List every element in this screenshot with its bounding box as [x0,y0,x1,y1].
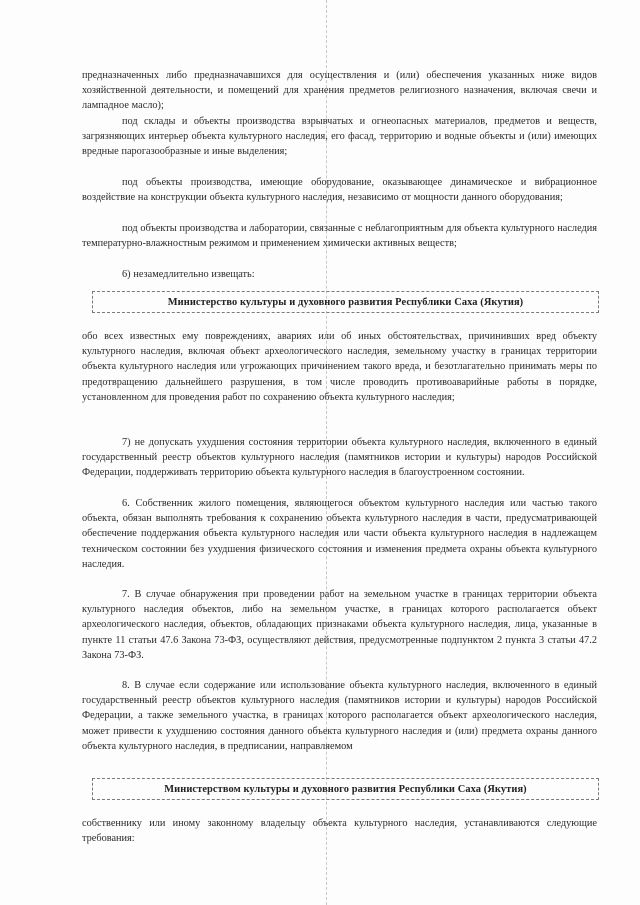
paragraph-item-6-notify: 6) незамедлительно извещать: [122,269,255,280]
paragraph-continuation-premises: предназначенных либо предназначавшихся для осуществления и (или) обеспечения указанных ниже видов хозяйственной деятельности, и помещений для хранения предметов религиозного назначения, включая свечи и лампадное масло); [82,70,597,112]
paragraph-owner-requirements: собственнику или иному законному владельцу объекта культурного наследия, устанавливаются следующие требования: [82,818,597,845]
paragraph-explosive-warehouses: под склады и объекты производства взрывчатых и огнеопасных материалов, предметов и веществ, загрязняющих интерьер объекта культурного наследия, его фасад, территорию и водные объекты и (или) имеющих вредные парогазообразные и иные выделения; [82,116,597,158]
ministry-stamp-top: Министерство культуры и духовного развития Республики Саха (Якутия) [92,291,599,313]
paragraph-section-8-requirements: 8. В случае если содержание или использование объекта культурного наследия, включенного в единый государственный реестр объектов культурного наследия (памятников истории и культуры) народов Российской Федерации, а также земельного участка, в границах которого располагается объект археологического наследия, может привести к ухудшению состояния данного объекта культурного наследия и (или) предмета охраны данного объекта культурного наследия, в предписании, направляемом [82,680,597,752]
paragraph-section-6-owner: 6. Собственник жилого помещения, являющегося объектом культурного наследия или частью такого объекта, обязан выполнять требования к сохранению объекта культурного наследия в части, предусматривающей обеспечение поддержания объекта культурного наследия или части объекта культурного наследия в надлежащем техническом состоянии без ухудшения физического состояния и изменения предмета охраны объекта культурного наследия. [82,498,597,570]
paragraph-damages-report: обо всех известных ему повреждениях, авариях или об иных обстоятельствах, причинивших вред объекту культурного наследия, включая объект археологического наследия, земельному участку в границах территории объекта культурного наследия или угрожающих причинением такого вреда, и безотлагательно принимать меры по предотвращению дальнейшего разрушения, в том числе проводить противоаварийные работы в порядке, установленном для проведения работ по сохранению объекта культурного наследия; [82,331,597,403]
paragraph-laboratories: под объекты производства и лаборатории, связанные с неблагоприятным для объекта культурного наследия температурно-влажностным режимом и применением химически активных веществ; [82,223,597,250]
ministry-stamp-bottom: Министерством культуры и духовного развития Республики Саха (Якутия) [92,778,599,800]
paragraph-dynamic-equipment: под объекты производства, имеющие оборудование, оказывающее динамическое и вибрационное воздействие на конструкции объекта культурного наследия, независимо от мощности данного оборудования; [82,177,597,204]
paragraph-item-7-territory: 7) не допускать ухудшения состояния территории объекта культурного наследия, включенного в единый государственный реестр объектов культурного наследия (памятников истории и культуры) народов Российской Федерации, поддерживать территорию объекта культурного наследия в благоустроенном состоянии. [82,437,597,479]
paragraph-section-7-discovery: 7. В случае обнаружения при проведении работ на земельном участке в границах территории объекта культурного наследия объектов, либо на земельном участке, в границах которого располагается объект археологического наследия, объектов, обладающих признаками объекта культурного наследия, лица, указанные в пункте 11 статьи 47.6 Закона 73-ФЗ, осуществляют действия, предусмотренные подпунктом 2 пункта 3 статьи 47.2 Закона 73-ФЗ. [82,589,597,661]
